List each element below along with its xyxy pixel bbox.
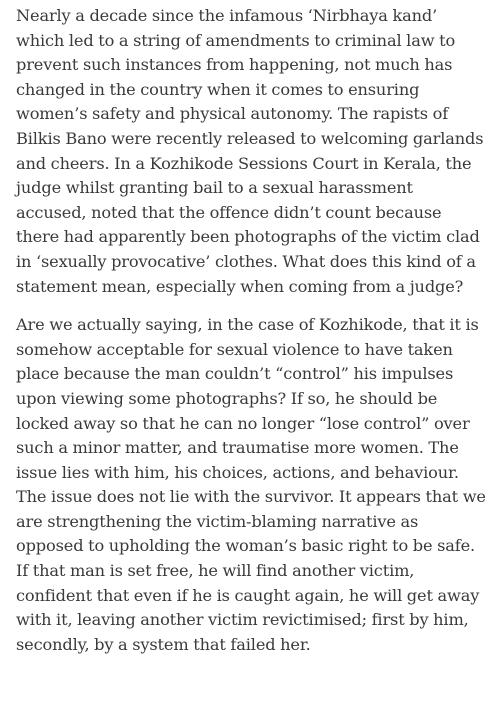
text-line: upon viewing some photographs? If so, he should be [16,388,438,408]
text-line: Nearly a decade since the infamous ‘Nirbhaya kand’ [16,6,438,25]
text-line: women’s safety and physical autonomy. The rapists of [16,104,449,124]
text-line: Are we actually saying, in the case of Kozhikode, that it is [16,315,479,335]
text-line: confident that even if he is caught again, he will get away [16,585,480,605]
text-line: prevent such instances from happening, not much has [16,55,453,75]
text-line: changed in the country when it comes to ensuring [16,79,420,99]
text-line: place because the man couldn’t “control” his impulses [16,364,454,384]
text-line: The issue does not lie with the survivor. It appears that we [16,487,486,507]
text-line: which led to a string of amendments to criminal law to [16,30,456,50]
text-line: opposed to upholding the woman’s basic right to be safe. [16,536,476,556]
text-line: somehow acceptable for sexual violence to have taken [16,339,453,359]
text-line: statement mean, especially when coming from a judge? [16,276,464,296]
text-line: are strengthening the victim-blaming narrative as [16,511,419,531]
text-line: such a minor matter, and traumatise more women. The [16,438,459,458]
text-line: there had apparently been photographs of the victim clad [16,227,480,247]
text-line: secondly, by a system that failed her. [16,634,311,654]
text-line: in ‘sexually provocative’ clothes. What does this kind of a [16,251,476,271]
text-line: If that man is set free, he will find another victim, [16,561,415,581]
text-line: Bilkis Bano were recently released to welcoming garlands [16,128,484,148]
text-line: accused, noted that the offence didn’t count because [16,202,442,222]
text-line: locked away so that he can no longer “lose control” over [16,413,470,433]
paragraph-2 [16,313,484,657]
text-line: issue lies with him, his choices, actions, and behaviour. [16,462,459,482]
text-line: with it, leaving another victim revictimised; first by him, [16,610,469,630]
text-line: judge whilst granting bail to a sexual harassment [16,178,413,198]
paragraph-1 [16,4,484,299]
text-line: and cheers. In a Kozhikode Sessions Court in Kerala, the [16,153,472,173]
